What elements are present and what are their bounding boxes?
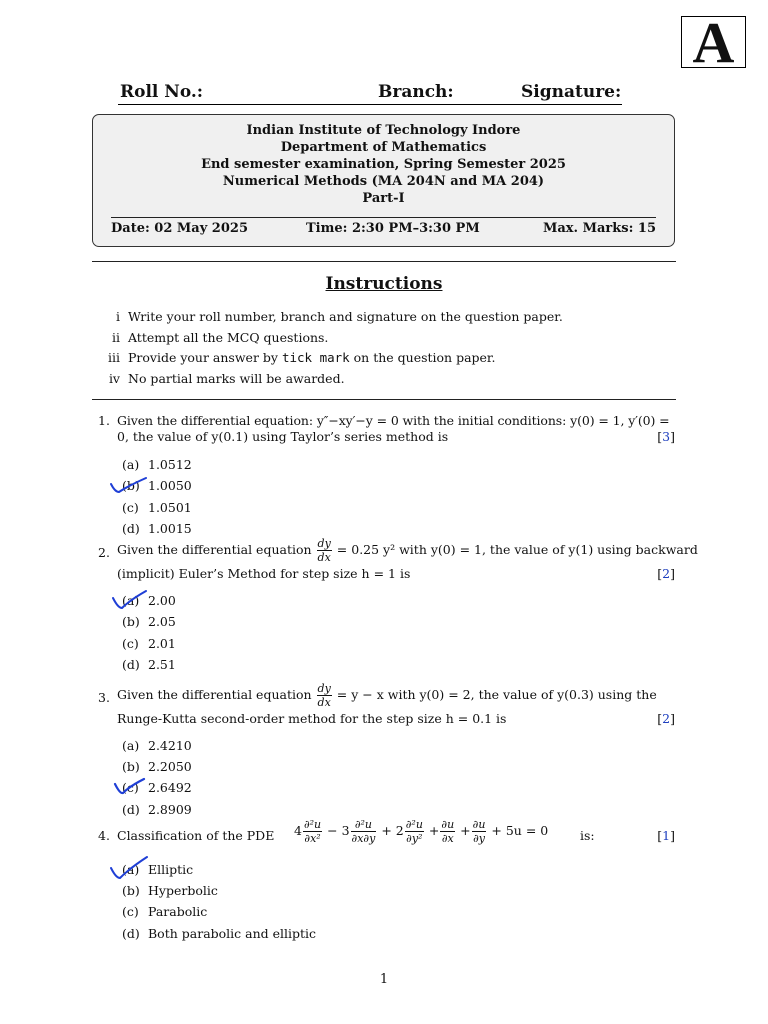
question-text: Given the differential equation: y″−xy′−y = 0 with the initial conditions: y(0) = 1, y′(0) = [117,413,670,428]
question-number: 4. [98,828,110,843]
tick-mark-icon [110,588,150,612]
question-text: Classification of the PDE [117,828,275,843]
question-marks: [3] [657,429,675,444]
option-b[interactable]: (b) Hyperbolic [122,883,218,898]
option-c[interactable]: (c) 2.01 [122,636,176,651]
option-d[interactable]: (d) 2.51 [122,657,176,672]
exam-date: Date: 02 May 2025 [111,221,248,236]
institute-name: Indian Institute of Technology Indore [246,123,521,138]
option-a[interactable]: (a) 1.0512 [122,457,192,472]
page-number: 1 [379,972,389,987]
instructions-title: Instructions [325,274,443,294]
question-number: 3. [98,690,110,705]
option-c[interactable]: (c) 2.6492 [122,780,192,795]
branch-label: Branch: [378,82,454,102]
paper-set-label: A [681,16,746,68]
questions-top-rule [92,399,676,400]
question-text-cont: Runge-Kutta second-order method for the step size h = 0.1 is [117,711,507,726]
option-a[interactable]: (a) 2.00 [122,593,176,608]
exam-time: Time: 2:30 PM–3:30 PM [306,221,480,236]
tick-mark-icon [112,776,148,798]
option-d[interactable]: (d) Both parabolic and elliptic [122,926,317,941]
part-label: Part-I [362,191,405,206]
question-marks: [2] [657,566,675,581]
exam-name: End semester examination, Spring Semester 2025 [201,157,566,172]
signature-label: Signature: [521,82,622,102]
option-c[interactable]: (c) 1.0501 [122,500,192,515]
option-d[interactable]: (d) 1.0015 [122,521,192,536]
option-a[interactable]: (a) Elliptic [122,862,194,877]
option-c[interactable]: (c) Parabolic [122,904,208,919]
question-text-cont: (implicit) Euler’s Method for step size h = 1 is [117,566,411,581]
instructions-list: i Write your roll number, branch and signature on the question paper. ii Attempt all the MCQ questions. iii Provide your answer by tick mark on the question paper. iv No partial marks will be awarded. [108,309,563,386]
exam-header-box [92,114,675,247]
question-text-cont: 0, the value of y(0.1) using Taylor’s series method is [117,429,449,444]
tick-mark-icon [108,474,148,496]
header-divider [111,217,656,218]
instructions-top-rule [92,261,676,262]
candidate-details-row [118,82,622,105]
option-b[interactable]: (b) 2.2050 [122,759,192,774]
question-text-cont: is: [580,828,595,843]
pde-equation: 4 $\frac{\text{∂²u}}{\text{∂x²}}$ − 3 $\frac{\text{∂²u}}{\partial x\partial y}$ + 2 $\frac{\text{∂²u}}{\text{∂y²}}$ + $\frac{\partial u}{\partial x}$ + $\frac{\partial u}{\partial y}$ + 5u = 0 [294,818,549,845]
tick-mark-icon [108,854,150,882]
option-a[interactable]: (a) 2.4210 [122,738,192,753]
option-d[interactable]: (d) 2.8909 [122,802,192,817]
department-name: Department of Mathematics [280,140,487,155]
roll-number-label: Roll No.: [120,82,204,102]
option-b[interactable]: (b) 1.0050 [122,478,192,493]
question-marks: [2] [657,711,675,726]
question-text: Given the differential equation $\frac{dy}{dx}$ = 0.25 y² with y(0) = 1, the value of y(1) using backward [117,537,698,564]
course-name: Numerical Methods (MA 204N and MA 204) [222,174,545,189]
question-marks: [1] [657,828,675,843]
option-b[interactable]: (b) 2.05 [122,614,176,629]
question-number: 2. [98,545,110,560]
question-text: Given the differential equation $\frac{dy}{dx}$ = y − x with y(0) = 2, the value of y(0.3) using the [117,682,657,709]
max-marks: Max. Marks: 15 [542,221,656,236]
question-number: 1. [98,413,110,428]
